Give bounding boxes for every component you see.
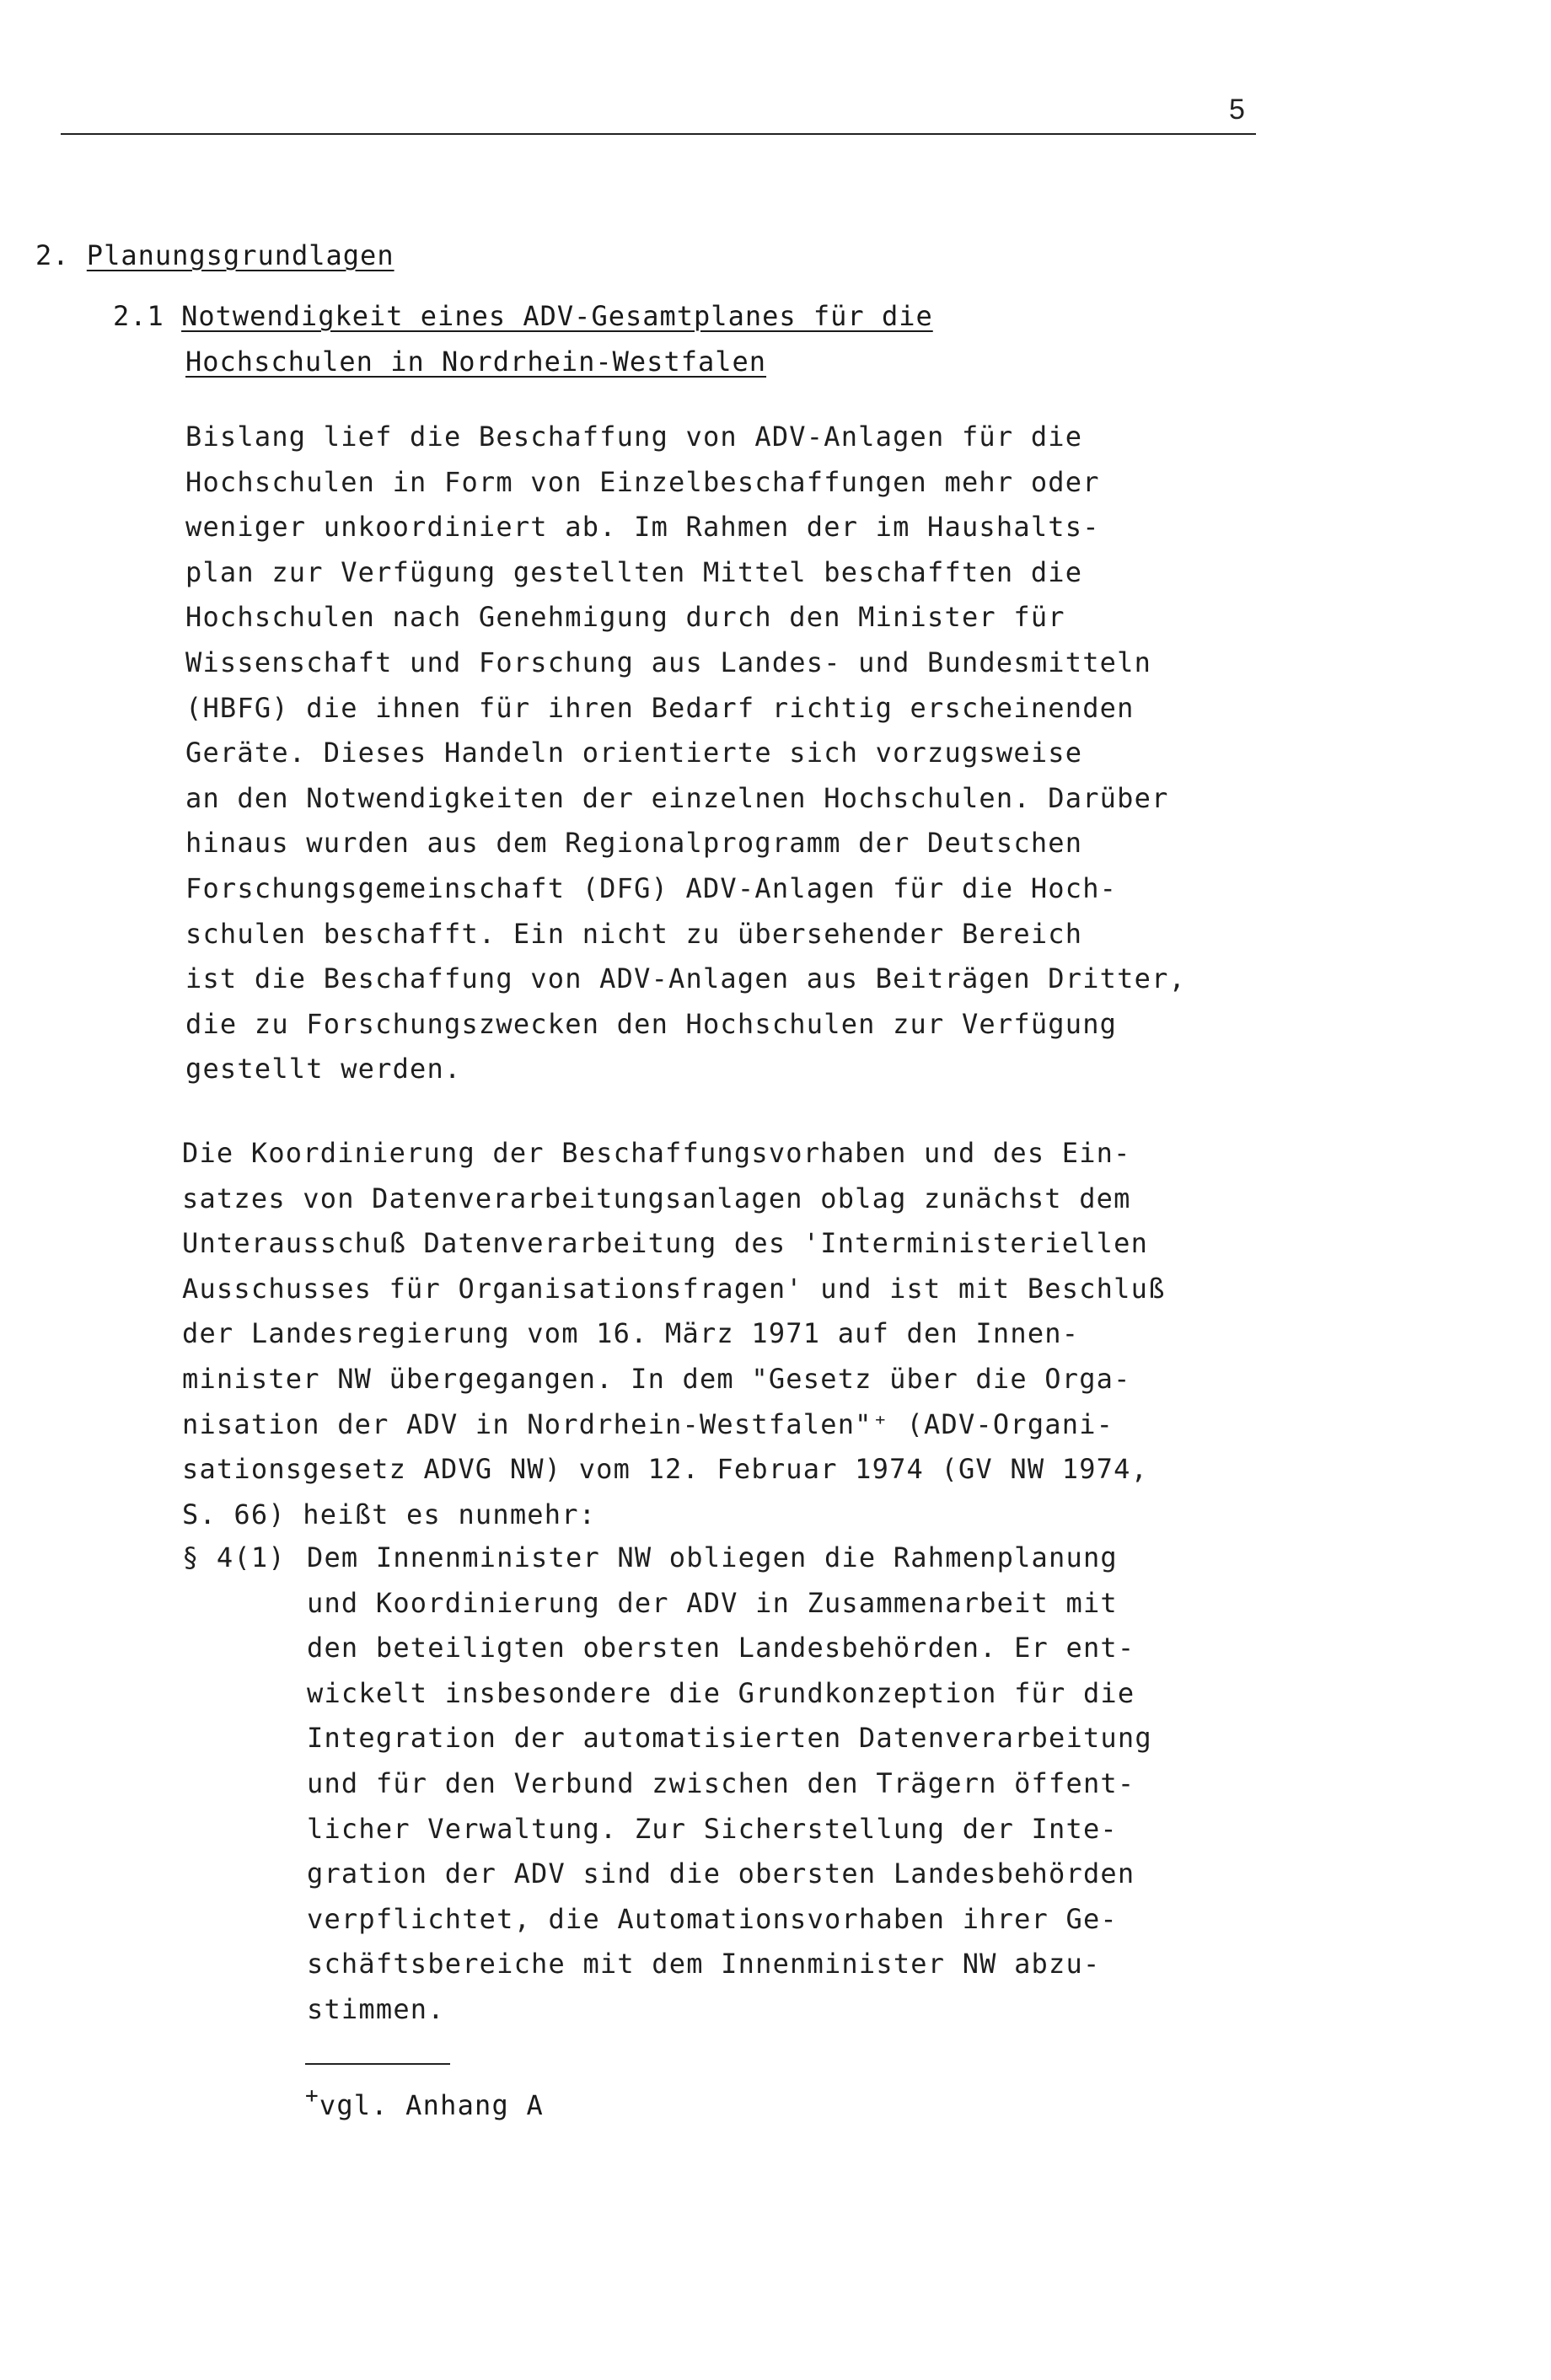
page-number: 5 [1229, 94, 1245, 126]
paragraph-1: Bislang lief die Beschaffung von ADV-Anlagen für die Hochschulen in Form von Einzelbeschaffungen mehr oder weniger unkoordiniert ab. Im Rahmen der im Haushalts- plan zur Verfügung gestellten Mittel beschafften die Hochschulen nach Genehmigung durch den Minister für Wissenschaft und Forschung aus Landes- und Bundesmitteln (HBFG) die ihnen für ihren Bedarf richtig erscheinenden Geräte. Dieses Handeln orientierte sich vorzugsweise an den Notwendigkeiten der einzelnen Hochschulen. Darüber hinaus wurden aus dem Regionalprogramm der Deutschen Forschungsgemeinschaft (DFG) ADV-Anlagen für die Hoch- schulen beschafft. Ein nicht zu übersehender Bereich ist die Beschaffung von ADV-Anlagen aus Beiträgen Dritter, die zu Forschungszwecken den Hochschulen zur Verfügung gestellt werden. [185, 421, 1187, 1085]
section-title: Planungsgrundlagen [86, 239, 394, 271]
footnote-marker: + [305, 2083, 319, 2109]
section-number: 2. [35, 239, 70, 271]
header-rule [61, 133, 1256, 135]
section-heading [35, 234, 394, 276]
subsection-heading [113, 295, 933, 337]
subsection-heading-cont [185, 340, 766, 383]
footnote-text: vgl. Anhang A [319, 2089, 544, 2121]
subsection-title-line1: Notwendigkeit eines ADV-Gesamtplanes für die [181, 300, 933, 332]
subsection-number: 2.1 [113, 300, 164, 332]
footnote-rule [305, 2063, 450, 2065]
footnote [305, 2075, 544, 2126]
law-paragraph-ref: § 4(1) [182, 1541, 286, 1573]
subsection-title-line2: Hochschulen in Nordrhein-Westfalen [185, 346, 767, 378]
law-quote-text: Dem Innenminister NW obliegen die Rahmenplanung und Koordinierung der ADV in Zusammenarbeit mit den beteiligten obersten Landesbehörden. Er ent- wickelt insbesondere die Grundkonzeption für die Integration der automatisierten Datenverarbeitung und für den Verbund zwischen den Trägern öffent- licher Verwaltung. Zur Sicherstellung der Inte- gration der ADV sind die obersten Landesbehörden verpflichtet, die Automationsvorhaben ihrer Ge- schäftsbereiche mit dem Innenminister NW abzu- stimmen. [307, 1541, 1152, 2025]
paragraph-2: Die Koordinierung der Beschaffungsvorhaben und des Ein- satzes von Datenverarbeitungsanlagen oblag zunächst dem Unterausschuß Datenverarbeitung des 'Interministeriellen Ausschusses für Organisationsfragen' und ist mit Beschluß der Landesregierung vom 16. März 1971 auf den Innen- minister NW übergegangen. In dem "Gesetz über die Orga- nisation der ADV in Nordrhein-Westfalen"⁺ (ADV-Organi- sationsgesetz ADVG NW) vom 12. Februar 1974 (GV NW 1974, S. 66) heißt es nunmehr: [182, 1137, 1166, 1530]
